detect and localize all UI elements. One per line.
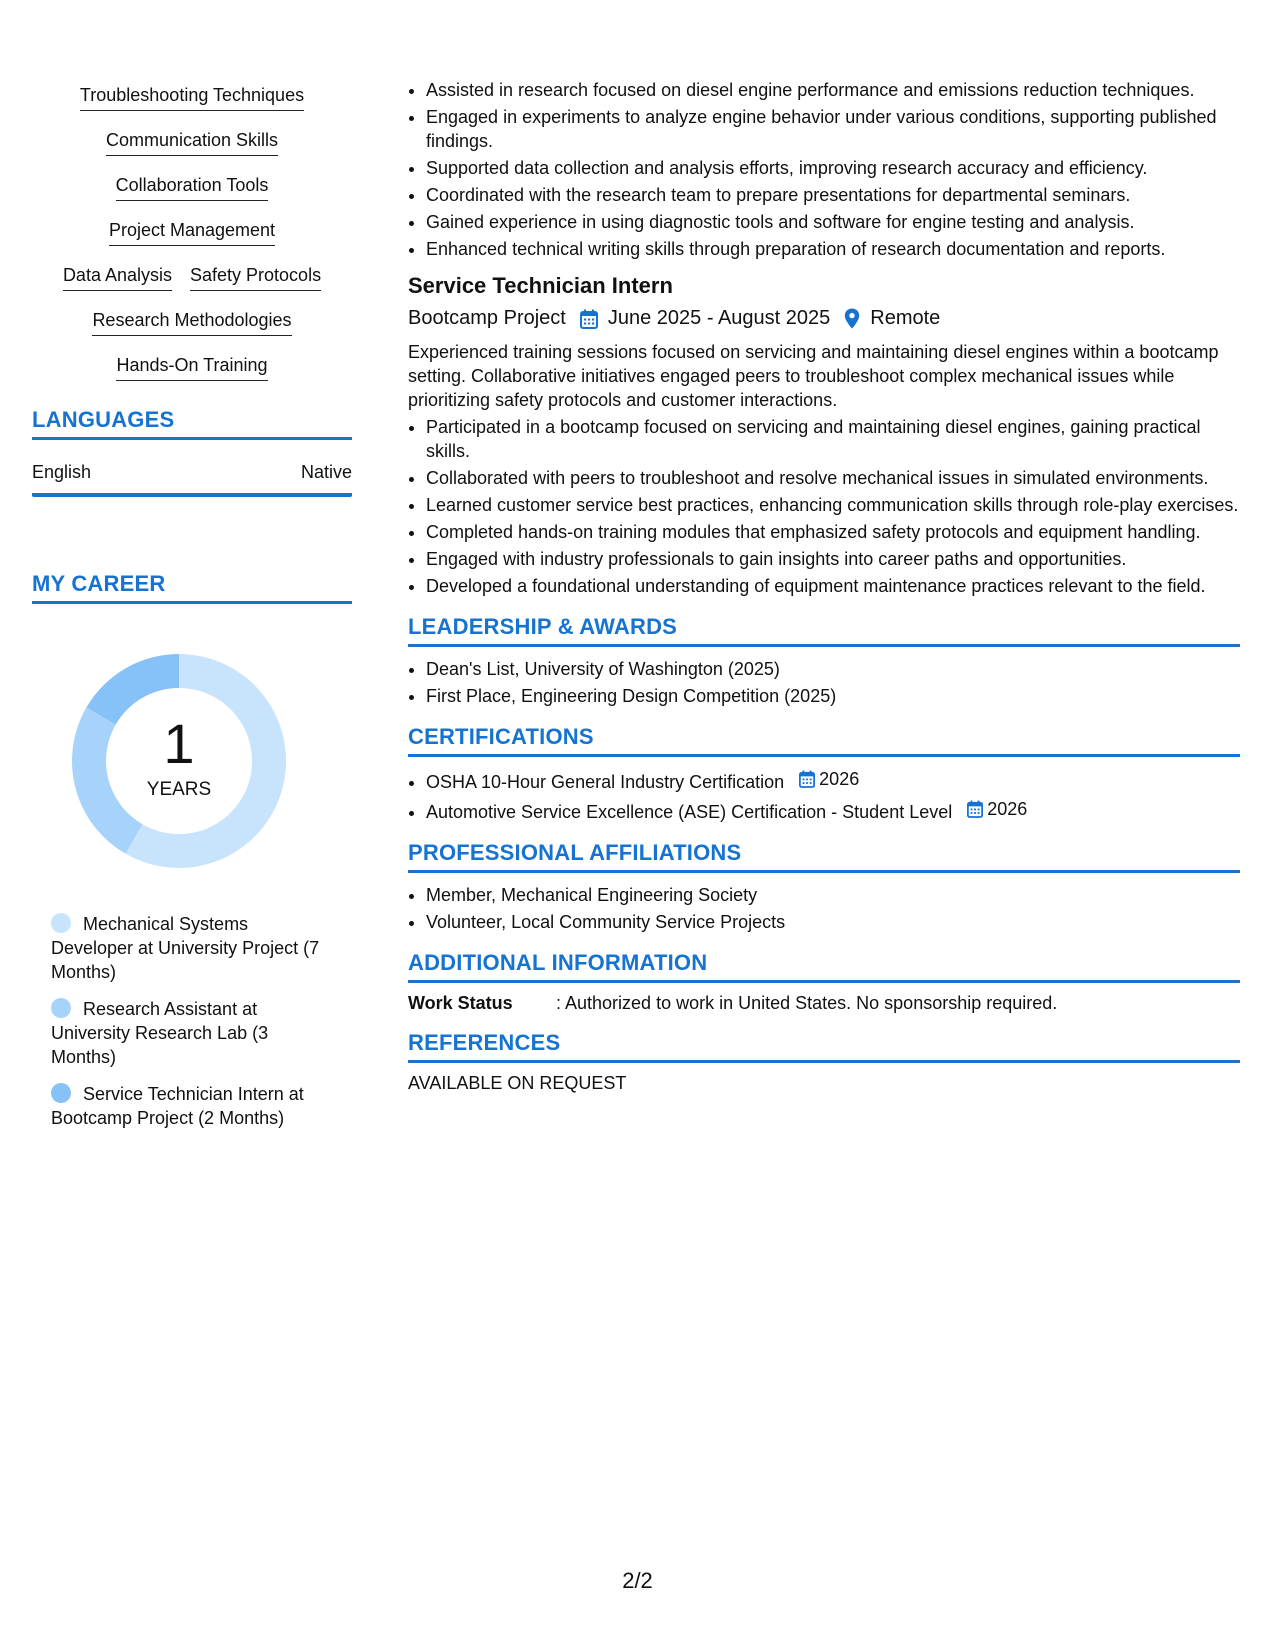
language-name: English bbox=[32, 462, 92, 482]
job-location: Remote bbox=[870, 307, 941, 329]
calendar-icon bbox=[967, 800, 983, 818]
skill-tag: Hands-On Training bbox=[116, 354, 267, 381]
certification-name: OSHA 10-Hour General Industry Certification bbox=[426, 772, 785, 792]
skill-row bbox=[32, 174, 352, 201]
job-entry bbox=[408, 273, 1240, 598]
language-row bbox=[32, 462, 352, 497]
list-item: • Supported data collection and analysis efforts, improving research accuracy and efficiency. bbox=[426, 156, 1240, 180]
certifications-section bbox=[408, 724, 1240, 824]
list-item bbox=[426, 797, 1240, 824]
calendar-icon bbox=[580, 309, 598, 329]
skill-tag: Collaboration Tools bbox=[116, 174, 269, 201]
skill-row bbox=[32, 219, 352, 246]
skill-row bbox=[32, 354, 352, 381]
career-section bbox=[32, 571, 352, 1130]
list-item: • Coordinated with the research team to prepare presentations for departmental seminars. bbox=[426, 183, 1240, 207]
work-status-label: Work Status bbox=[408, 993, 513, 1013]
list-item: • First Place, Engineering Design Competition (2025) bbox=[426, 684, 1240, 708]
legend-label: Service Technician Intern at Bootcamp Project (2 Months) bbox=[51, 1084, 304, 1128]
references-text: AVAILABLE ON REQUEST bbox=[408, 1073, 627, 1093]
list-item: • Volunteer, Local Community Service Projects bbox=[426, 910, 1240, 934]
job-title: Service Technician Intern bbox=[408, 273, 673, 298]
affiliations-section bbox=[408, 840, 1240, 934]
job-bullets bbox=[408, 415, 1240, 598]
skill-tag: Troubleshooting Techniques bbox=[80, 84, 304, 111]
career-heading: MY CAREER bbox=[32, 571, 352, 604]
skill-tag: Data Analysis bbox=[63, 264, 172, 291]
references-section bbox=[408, 1030, 1240, 1094]
career-total-value: 1 bbox=[163, 712, 195, 775]
list-item: • Completed hands-on training modules that emphasized safety protocols and equipment handling. bbox=[426, 520, 1240, 544]
job-dates: June 2025 - August 2025 bbox=[607, 307, 831, 329]
list-item: • Member, Mechanical Engineering Society bbox=[426, 883, 1240, 907]
legend-item bbox=[51, 1082, 321, 1130]
skills-list bbox=[32, 84, 352, 381]
career-donut-chart bbox=[64, 646, 294, 876]
certification-name: Automotive Service Excellence (ASE) Certification - Student Level bbox=[426, 802, 953, 822]
calendar-icon bbox=[799, 770, 815, 788]
list-item: • Learned customer service best practices, enhancing communication skills through role-play exercises. bbox=[426, 493, 1240, 517]
legend-dot bbox=[51, 1083, 71, 1103]
skill-row bbox=[32, 84, 352, 111]
legend-label: Mechanical Systems Developer at University Project (7 Months) bbox=[51, 914, 320, 982]
list-item: • Enhanced technical writing skills through preparation of research documentation and reports. bbox=[426, 237, 1240, 261]
right-column bbox=[408, 78, 1240, 1094]
skill-tag: Safety Protocols bbox=[190, 264, 321, 291]
skill-row bbox=[32, 264, 352, 291]
additional-info-section bbox=[408, 950, 1240, 1014]
certifications-heading: CERTIFICATIONS bbox=[408, 724, 1240, 757]
job-description: Experienced training sessions focused on servicing and maintaining diesel engines within a bootcamp setting. Collaborative initiatives engaged peers to troubleshoot complex mechanical issues while prioritizing safety protocols and customer interactions. bbox=[408, 342, 1219, 410]
leadership-section bbox=[408, 614, 1240, 708]
list-item: • Participated in a bootcamp focused on servicing and maintaining diesel engines, gaining practical skills. bbox=[426, 415, 1240, 463]
list-item: • Collaborated with peers to troubleshoot and resolve mechanical issues in simulated environments. bbox=[426, 466, 1240, 490]
work-status-row bbox=[408, 993, 1240, 1014]
left-column bbox=[32, 84, 352, 1143]
job-meta bbox=[408, 307, 1240, 330]
list-item: • Dean's List, University of Washington (2025) bbox=[426, 657, 1240, 681]
work-status-value: : Authorized to work in United States. No sponsorship required. bbox=[556, 993, 1058, 1013]
skill-row bbox=[32, 309, 352, 336]
location-pin-icon bbox=[844, 308, 860, 329]
skill-tag: Communication Skills bbox=[106, 129, 278, 156]
languages-heading: LANGUAGES bbox=[32, 407, 352, 440]
list-item: • Assisted in research focused on diesel engine performance and emissions reduction techniques. bbox=[426, 78, 1240, 102]
legend-item bbox=[51, 997, 321, 1069]
language-level: Native bbox=[300, 462, 352, 482]
page-number: 2/2 bbox=[622, 1568, 653, 1593]
leadership-heading: LEADERSHIP & AWARDS bbox=[408, 614, 1240, 647]
certification-year: 2026 bbox=[819, 769, 860, 789]
languages-section bbox=[32, 407, 352, 497]
skill-tag: Research Methodologies bbox=[92, 309, 291, 336]
affiliations-heading: PROFESSIONAL AFFILIATIONS bbox=[408, 840, 1240, 873]
references-heading: REFERENCES bbox=[408, 1030, 1240, 1063]
previous-job-bullets bbox=[408, 78, 1240, 261]
skill-row bbox=[32, 129, 352, 156]
certification-date bbox=[967, 797, 1027, 821]
list-item: • Engaged with industry professionals to gain insights into career paths and opportunities. bbox=[426, 547, 1240, 571]
list-item: • Engaged in experiments to analyze engine behavior under various conditions, supporting published findings. bbox=[426, 105, 1240, 153]
list-item: • Gained experience in using diagnostic tools and software for engine testing and analysis. bbox=[426, 210, 1240, 234]
career-legend bbox=[51, 912, 321, 1130]
career-total-unit: YEARS bbox=[146, 779, 212, 800]
donut-center bbox=[64, 646, 294, 876]
additional-info-heading: ADDITIONAL INFORMATION bbox=[408, 950, 1240, 983]
legend-dot bbox=[51, 913, 71, 933]
skill-tag: Project Management bbox=[109, 219, 275, 246]
list-item bbox=[426, 767, 1240, 794]
list-item: • Developed a foundational understanding of equipment maintenance practices relevant to the field. bbox=[426, 574, 1240, 598]
legend-dot bbox=[51, 998, 71, 1018]
legend-item bbox=[51, 912, 321, 984]
job-company: Bootcamp Project bbox=[408, 307, 566, 329]
certification-year: 2026 bbox=[987, 799, 1028, 819]
certification-date bbox=[799, 767, 859, 791]
legend-label: Research Assistant at University Research Lab (3 Months) bbox=[51, 999, 269, 1067]
